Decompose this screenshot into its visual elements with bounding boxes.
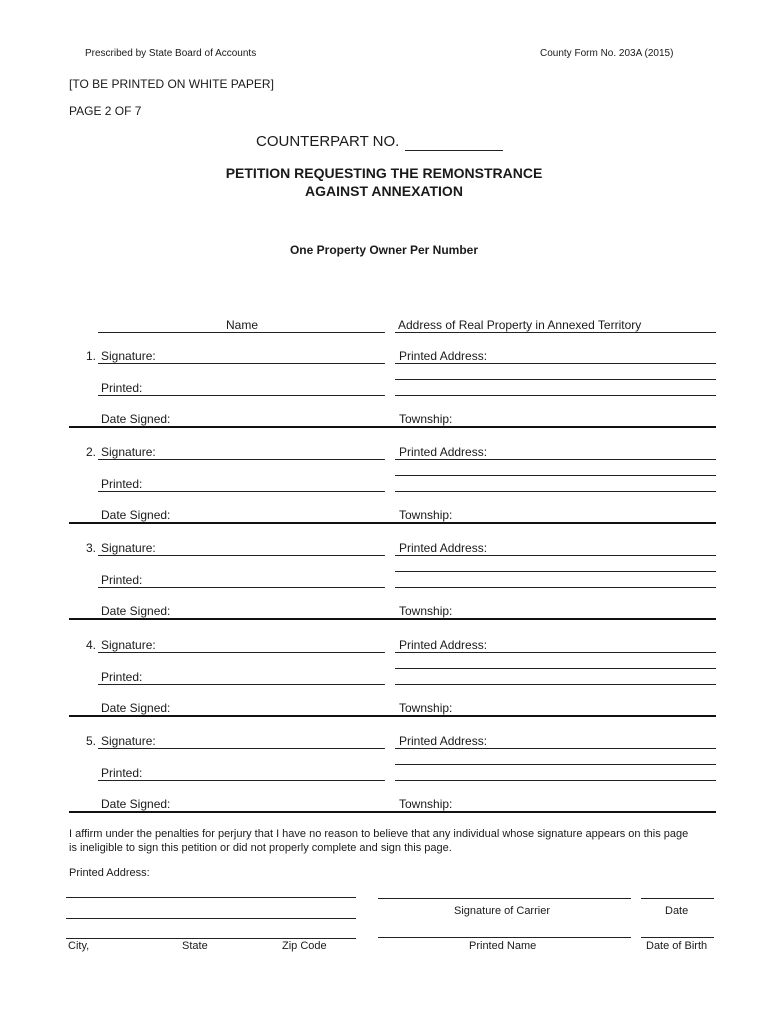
printed-address-line-3[interactable] xyxy=(395,587,716,588)
printed-label: Printed: xyxy=(101,477,143,492)
entry-separator xyxy=(69,715,716,717)
entry-number: 2. xyxy=(86,445,97,460)
subtitle: One Property Owner Per Number xyxy=(289,243,479,257)
carrier-address-line-1[interactable] xyxy=(66,897,356,898)
carrier-state-label: State xyxy=(182,940,208,952)
entry-separator xyxy=(69,618,716,620)
printed-address-line-3[interactable] xyxy=(395,684,716,685)
signature-label: Signature: xyxy=(101,733,156,748)
carrier-printed-address-label: Printed Address: xyxy=(69,867,150,879)
affirmation-line1: I affirm under the penalties for perjury that I have no reason to believe that any individual whose signature appears on this page xyxy=(69,828,689,840)
counterpart-label: COUNTERPART NO. xyxy=(256,133,400,150)
signature-line[interactable] xyxy=(98,555,385,556)
page-number: PAGE 2 OF 7 xyxy=(69,104,142,118)
printed-address-label: Printed Address: xyxy=(399,733,488,748)
date-signed-label: Date Signed: xyxy=(101,700,171,715)
carrier-printed-name-label: Printed Name xyxy=(469,940,537,952)
carrier-date-label: Date xyxy=(665,905,689,917)
print-note: [TO BE PRINTED ON WHITE PAPER] xyxy=(69,77,274,91)
carrier-dob-line[interactable] xyxy=(641,937,714,938)
form-number: County Form No. 203A (2015) xyxy=(540,48,674,59)
printed-address-label: Printed Address: xyxy=(399,541,488,556)
printed-address-line-2[interactable] xyxy=(395,764,716,765)
printed-label: Printed: xyxy=(101,381,143,395)
printed-address-label: Printed Address: xyxy=(399,349,488,363)
entry-separator xyxy=(69,811,716,813)
printed-line[interactable] xyxy=(98,587,385,588)
signature-label: Signature: xyxy=(101,541,156,556)
printed-address-line-1[interactable] xyxy=(395,555,716,556)
date-signed-label: Date Signed: xyxy=(101,604,171,619)
entry-number: 3. xyxy=(86,541,97,556)
signature-label: Signature: xyxy=(101,445,156,460)
printed-address-line-2[interactable] xyxy=(395,475,716,476)
signature-line[interactable] xyxy=(98,363,385,364)
printed-line[interactable] xyxy=(98,684,385,685)
prescribed-by: Prescribed by State Board of Accounts xyxy=(85,48,257,59)
signature-line[interactable] xyxy=(98,652,385,653)
printed-address-label: Printed Address: xyxy=(399,637,488,652)
printed-address-line-3[interactable] xyxy=(395,491,716,492)
printed-address-line-1[interactable] xyxy=(395,363,716,364)
signature-label: Signature: xyxy=(101,637,156,652)
counterpart-number-line[interactable] xyxy=(405,150,503,151)
printed-address-line-2[interactable] xyxy=(395,668,716,669)
signature-line[interactable] xyxy=(98,459,385,460)
carrier-date-line[interactable] xyxy=(641,898,714,899)
carrier-printed-name-line[interactable] xyxy=(378,937,631,938)
affirmation-line2: is ineligible to sign this petition or did not properly complete and sign this page. xyxy=(69,842,452,854)
entry-separator xyxy=(69,522,716,524)
printed-label: Printed: xyxy=(101,573,143,588)
printed-address-line-3[interactable] xyxy=(395,780,716,781)
printed-address-line-2[interactable] xyxy=(395,571,716,572)
carrier-signature-label: Signature of Carrier xyxy=(454,905,550,917)
carrier-city-line[interactable] xyxy=(66,938,356,939)
printed-line[interactable] xyxy=(98,491,385,492)
title-line2: AGAINST ANNEXATION xyxy=(305,183,463,199)
entry-number: 1. xyxy=(86,349,97,363)
printed-line[interactable] xyxy=(98,395,385,396)
entry-number: 4. xyxy=(86,637,97,652)
carrier-signature-line[interactable] xyxy=(378,898,631,899)
township-label: Township: xyxy=(399,604,453,619)
carrier-city-label: City, xyxy=(68,940,90,952)
printed-address-line-1[interactable] xyxy=(395,652,716,653)
printed-address-line-3[interactable] xyxy=(395,395,716,396)
signature-line[interactable] xyxy=(98,748,385,749)
column-address: Address of Real Property in Annexed Territory xyxy=(398,318,642,332)
township-label: Township: xyxy=(399,412,453,426)
printed-label: Printed: xyxy=(101,669,143,684)
township-label: Township: xyxy=(399,508,453,523)
signature-label: Signature: xyxy=(101,349,156,363)
column-name: Name xyxy=(226,318,259,332)
date-signed-label: Date Signed: xyxy=(101,796,171,811)
title-line1: PETITION REQUESTING THE REMONSTRANCE xyxy=(225,165,543,181)
printed-address-line-1[interactable] xyxy=(395,748,716,749)
date-signed-label: Date Signed: xyxy=(101,412,171,426)
column-address-rule xyxy=(395,332,716,333)
carrier-dob-label: Date of Birth xyxy=(646,940,708,952)
printed-address-line-2[interactable] xyxy=(395,379,716,380)
township-label: Township: xyxy=(399,700,453,715)
carrier-address-line-2[interactable] xyxy=(66,918,356,919)
entry-separator xyxy=(69,426,716,428)
column-name-rule xyxy=(98,332,385,333)
entry-number: 5. xyxy=(86,733,97,748)
printed-address-line-1[interactable] xyxy=(395,459,716,460)
date-signed-label: Date Signed: xyxy=(101,508,171,523)
carrier-zip-label: Zip Code xyxy=(282,940,327,952)
printed-address-label: Printed Address: xyxy=(399,445,488,460)
printed-line[interactable] xyxy=(98,780,385,781)
printed-label: Printed: xyxy=(101,765,143,780)
township-label: Township: xyxy=(399,796,453,811)
